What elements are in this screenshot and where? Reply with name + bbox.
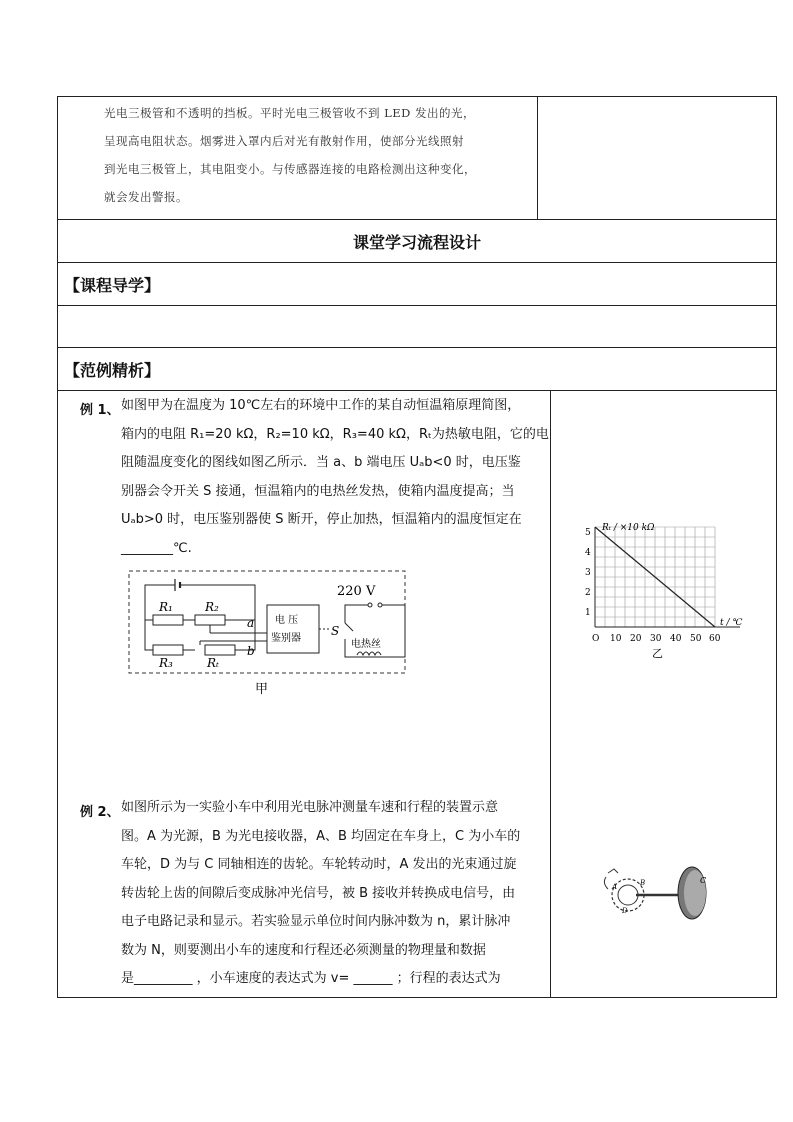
discriminator-label-1: 电 压 <box>275 615 299 626</box>
row-divider <box>57 390 777 391</box>
section-guide-heading: 【课程导学】 <box>64 276 161 295</box>
y-tick-label: 4 <box>585 548 591 558</box>
heater-label: 电热丝 <box>351 639 381 650</box>
chart-caption: 乙 <box>652 647 663 660</box>
label-c: C <box>700 876 707 885</box>
example1-line: ________℃. <box>121 540 192 556</box>
table-border-bottom <box>57 997 777 998</box>
example2-line: 如图所示为一实验小车中利用光电脉冲测量车速和行程的装置示意 <box>121 800 499 815</box>
x-tick-label: 20 <box>630 634 642 644</box>
y-tick-label: 1 <box>585 608 591 618</box>
wheel-gear-illustration <box>600 855 720 935</box>
x-tick-label: 30 <box>650 634 662 644</box>
table-border-top <box>57 96 777 97</box>
chart-xlabel: t / ℃ <box>720 618 743 628</box>
y-tick-label: 2 <box>585 588 591 598</box>
intro-line: 就会发出警报。 <box>104 190 188 204</box>
example2-line: 是_________ ，小车速度的表达式为 v= ______ ；行程的表达式为 <box>121 971 501 986</box>
example1-line: 如图甲为在温度为 10℃左右的环境中工作的某自动恒温箱原理简图， <box>121 398 521 413</box>
y-tick-label: 5 <box>585 528 591 538</box>
rt-label: Rₜ <box>207 656 219 670</box>
example2-line: 数为 N，则要测出小车的速度和行程还必须测量的物理量和数据 <box>121 942 486 958</box>
example1-label: 例 1、 <box>80 403 120 418</box>
r2-label: R₂ <box>205 600 219 614</box>
power-voltage-label: 220 V <box>337 584 376 599</box>
example2-line: 图。A 为光源，B 为光电接收器，A、B 均固定在车身上，C 为小车的 <box>121 828 521 844</box>
resistor-r1 <box>153 615 183 625</box>
example1-line: 别器会令开关 S 接通，恒温箱内的电热丝发热，使箱内温度提高；当 <box>121 483 515 499</box>
switch-blade <box>345 623 353 631</box>
example1-line: Uₐb>0 时，电压鉴别器使 S 断开，停止加热，恒温箱内的温度恒定在 <box>121 512 522 527</box>
intro-line: 光电三极管和不透明的挡板。平时光电三极管收不到 LED 发出的光， <box>104 106 476 120</box>
example2-line: 电子电路记录和显示。若实验显示单位时间内脉冲数为 n，累计脉冲 <box>121 914 511 929</box>
row-divider <box>57 219 777 220</box>
x-tick-label: 50 <box>690 634 702 644</box>
example1-line: 箱内的电阻 R₁=20 kΩ，R₂=10 kΩ，R₃=40 kΩ，Rₜ为热敏电阻，它的电 <box>121 426 549 442</box>
switch-s-label: S <box>331 624 340 638</box>
x-tick-label: 40 <box>670 634 682 644</box>
r1-label: R₁ <box>159 600 173 614</box>
intro-line: 呈现高电阻状态。烟雾进入罩内后对光有散射作用，使部分光线照射 <box>104 134 464 148</box>
y-tick-label: 3 <box>585 568 591 578</box>
resistor-r3 <box>153 645 183 655</box>
row-divider <box>57 347 777 348</box>
diagram-caption: 甲 <box>255 682 269 697</box>
terminal-b-label: b <box>247 644 255 658</box>
intro-line: 到光电三极管上，其电阻变小。与传感器连接的电路检测出这种变化， <box>104 162 476 176</box>
resistor-r2 <box>195 615 225 625</box>
x-tick-label: 60 <box>709 634 721 644</box>
circuit-diagram <box>125 565 415 700</box>
intro-text <box>104 99 534 211</box>
x-tick-label: 10 <box>610 634 622 644</box>
example2-line: 车轮，D 为与 C 同轴相连的齿轮。车轮转动时，A 发出的光束通过旋 <box>121 857 517 872</box>
label-b: B <box>640 879 646 887</box>
column-divider <box>537 96 538 220</box>
heater-circuit-wire <box>345 605 370 623</box>
chart-ylabel: Rₜ / ×10 kΩ <box>602 523 655 533</box>
row-divider <box>57 305 777 306</box>
gear-hub <box>618 885 638 905</box>
terminal-a-label: a <box>247 616 255 630</box>
power-terminal <box>368 603 372 607</box>
label-d: D <box>622 907 628 915</box>
row-divider <box>57 262 777 263</box>
r3-label: R₃ <box>159 656 173 670</box>
power-terminal <box>378 603 382 607</box>
voltage-discriminator-box <box>267 605 319 653</box>
example2-line: 转齿轮上齿的间隙后变成脉冲光信号，被 B 接收并转换成电信号，由 <box>121 885 516 901</box>
discriminator-label-2: 鉴别器 <box>271 633 301 644</box>
example1-text <box>121 392 551 563</box>
section-examples-heading: 【范例精析】 <box>64 361 161 380</box>
rt-temperature-chart <box>570 515 770 660</box>
resistor-rt <box>205 645 235 655</box>
example2-label: 例 2、 <box>80 805 120 820</box>
x-tick-label: O <box>592 634 600 644</box>
design-title: 课堂学习流程设计 <box>352 233 481 252</box>
example2-text <box>121 794 551 994</box>
battery-icon <box>175 579 180 591</box>
heater-coil-icon <box>357 652 381 655</box>
label-a: A <box>612 883 618 891</box>
example1-line: 阻随温度变化的图线如图乙所示．当 a、b 端电压 Uₐb<0 时，电压鉴 <box>121 455 521 470</box>
